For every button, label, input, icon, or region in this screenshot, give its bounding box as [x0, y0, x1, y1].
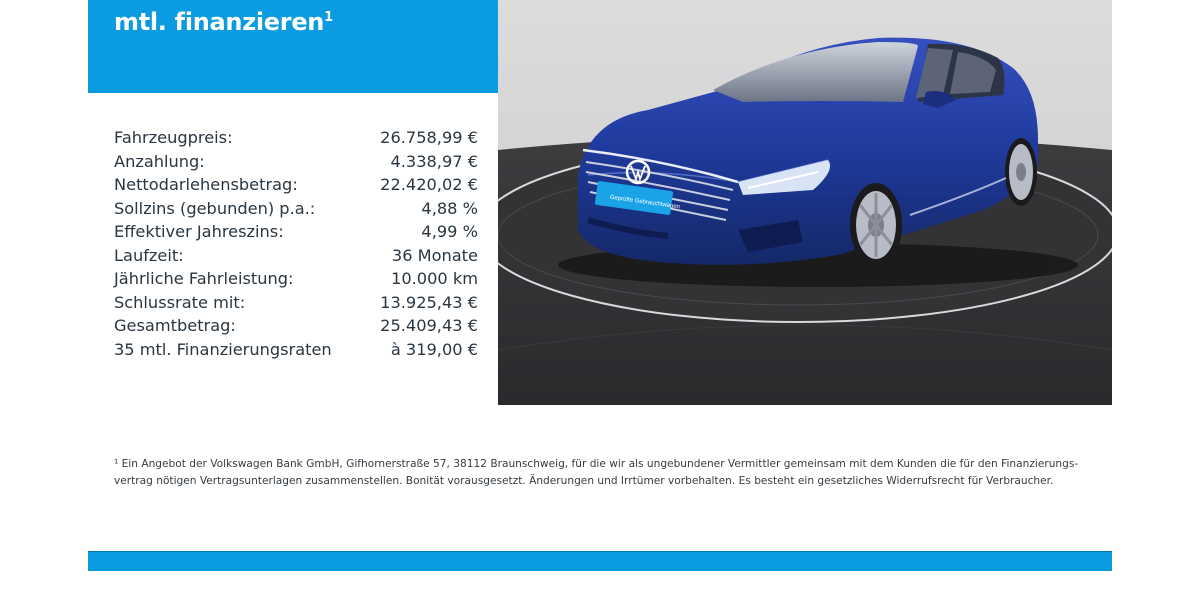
finance-row [114, 175, 478, 199]
finance-label: Nettodarlehensbetrag: [114, 175, 298, 194]
finance-value: 36 Monate [391, 245, 478, 265]
finance-value: 10.000 km [391, 269, 478, 288]
footnote-line: ¹ Ein Angebot der Volkswagen Bank GmbH, Gifhornerstraße 57, 38112 Braunschweig, für die wir als ungebundener Vermittler gemeinsam mit dem Kunden die für den Finanzierungs- [114, 458, 1079, 470]
car-illustration [498, 0, 1112, 405]
finance-label: Fahrzeugpreis: [114, 128, 233, 147]
bottom-band [88, 552, 1112, 571]
finance-row [114, 269, 478, 293]
finance-row [114, 316, 478, 340]
header-band [88, 0, 498, 93]
finance-value: 13.925,43 € [380, 292, 478, 312]
finance-value: 4,99 % [421, 222, 478, 241]
finance-value: 4,88 % [421, 198, 478, 218]
finance-table [114, 128, 478, 363]
finance-row [114, 152, 478, 176]
finance-label: Gesamtbetrag: [114, 316, 236, 335]
finance-value: à 319,00 € [390, 339, 478, 359]
finance-row [114, 128, 478, 152]
finance-label: Jährliche Fahrleistung: [114, 269, 294, 288]
finance-label: Sollzins (gebunden) p.a.: [114, 198, 316, 218]
finance-value: 26.758,99 € [380, 128, 478, 147]
finance-row [114, 293, 478, 317]
finance-row [114, 246, 478, 270]
finance-value: 4.338,97 € [390, 151, 478, 171]
finance-row [114, 222, 478, 246]
finance-value: 25.409,43 € [380, 316, 478, 335]
finance-label: Effektiver Jahreszins: [114, 222, 284, 241]
finance-label: Schlussrate mit: [114, 292, 246, 312]
plate-text: Geprüfte Gebrauchtwagen [609, 194, 681, 211]
finance-label: Laufzeit: [114, 245, 184, 265]
finance-label: 35 mtl. Finanzierungsraten [114, 339, 332, 359]
page-title [114, 8, 333, 36]
page-title-text: mtl. finanzieren [114, 8, 325, 36]
footnote-marker: 1 [324, 10, 333, 25]
car-photo [498, 0, 1112, 405]
finance-row [114, 340, 478, 364]
footnote [114, 456, 1079, 489]
footnote-line: vertrag nötigen Vertragsunterlagen zusammenstellen. Bonität vorausgesetzt. Änderungen und Irrtümer vorbehalten. Es besteht ein gesetzliches Widerrufsrecht für Verbraucher. [114, 474, 1054, 487]
finance-row [114, 199, 478, 223]
finance-value: 22.420,02 € [380, 175, 478, 194]
finance-label: Anzahlung: [114, 151, 205, 171]
